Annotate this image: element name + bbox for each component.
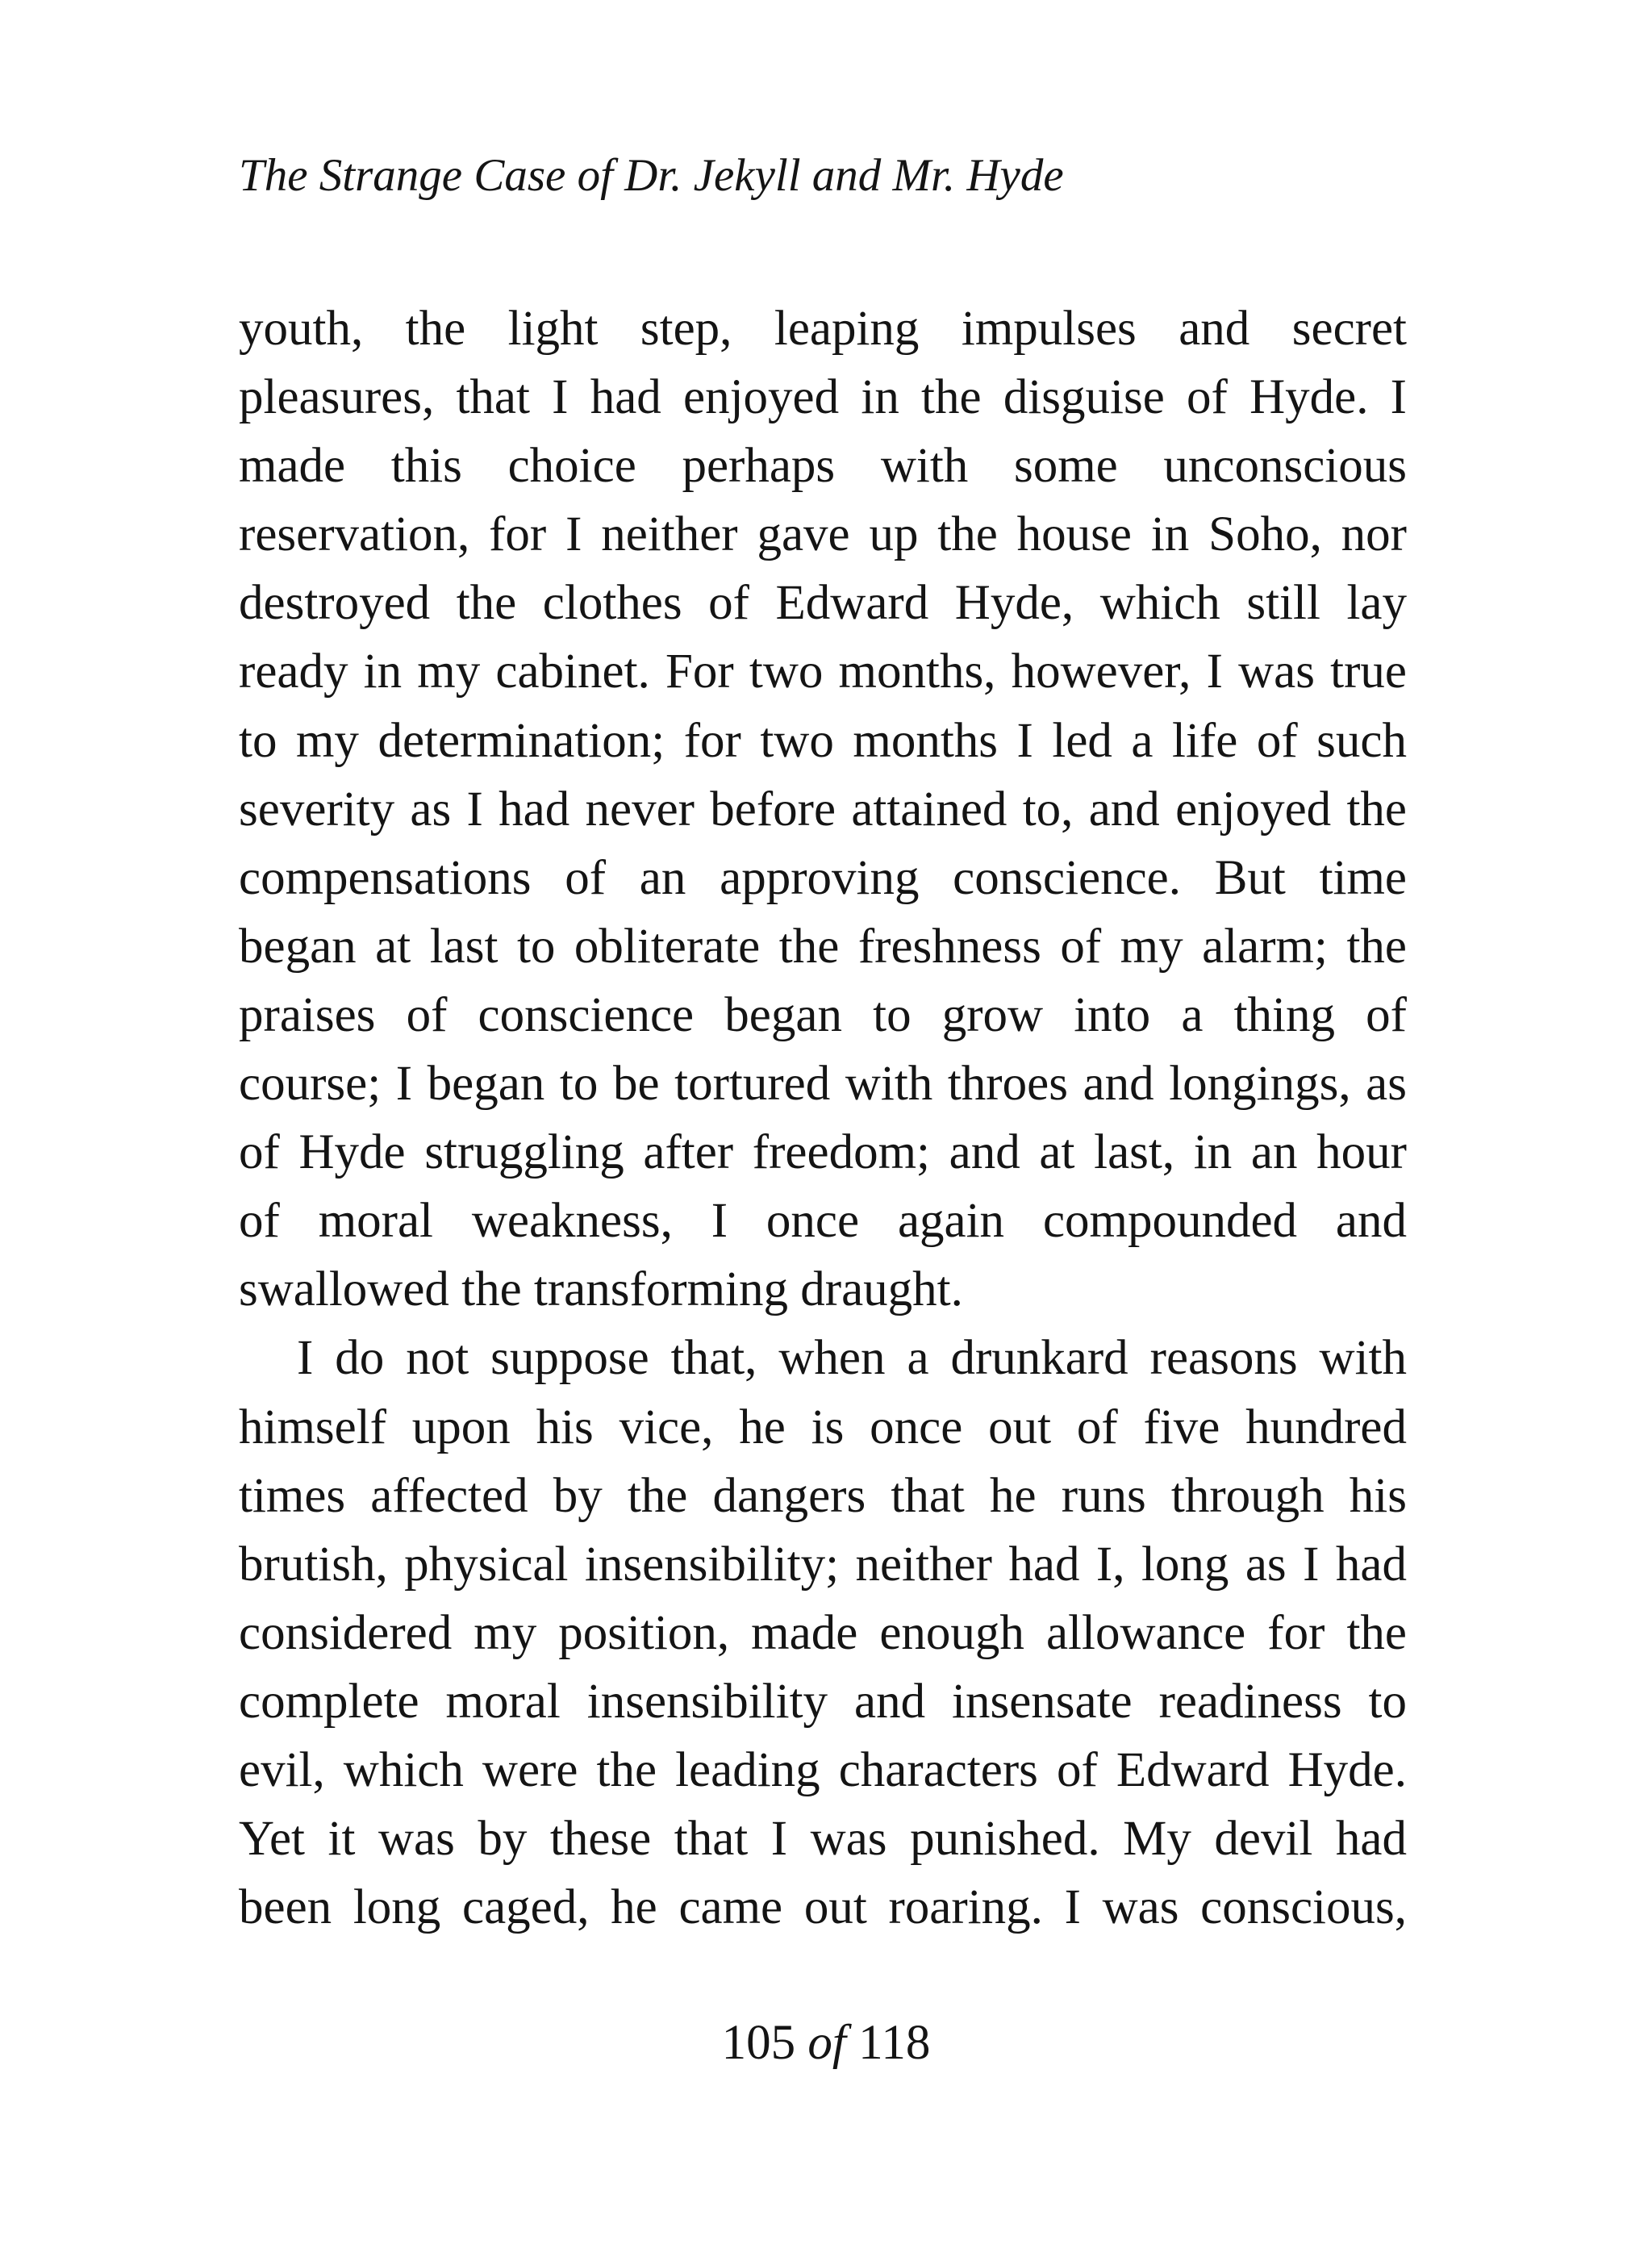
total-pages-number: 118 (858, 2016, 931, 2070)
text-line: began at last to obliterate the freshness of my alarm; the (239, 919, 1407, 974)
text-line: severity as I had never before attained to, and enjoyed the (239, 782, 1407, 837)
page-number (0, 2011, 1652, 2076)
text-line: Yet it was by these that I was punished. My devil had (239, 1812, 1407, 1867)
text-line: evil, which were the leading characters of Edward Hyde. (239, 1742, 1407, 1797)
text-line: pleasures, that I had enjoyed in the disguise of Hyde. I (239, 370, 1407, 425)
text-line: made this choice perhaps with some unconscious (239, 439, 1407, 494)
text-line: complete moral insensibility and insensate readiness to (239, 1674, 1407, 1729)
text-line: ready in my cabinet. For two months, however, I was true (239, 645, 1407, 699)
paragraph-first-line: I do not suppose that, when a drunkard reasons with (297, 1331, 1407, 1386)
text-line: to my determination; for two months I led a life of such (239, 713, 1407, 768)
page-body (239, 294, 1407, 1942)
text-line: brutish, physical insensibility; neither had I, long as I had (239, 1537, 1407, 1592)
text-line: praises of conscience began to grow into a thing of (239, 987, 1407, 1042)
paragraph-last-line: swallowed the transforming draught. (239, 1262, 963, 1317)
text-line: of Hyde struggling after freedom; and at last, in an hour (239, 1125, 1407, 1180)
text-line: himself upon his vice, he is once out of five hundred (239, 1400, 1407, 1454)
text-line: of moral weakness, I once again compounded and (239, 1194, 1407, 1249)
text-line: reservation, for I neither gave up the house in Soho, nor (239, 507, 1407, 562)
text-line: compensations of an approving conscience. But time (239, 850, 1407, 905)
text-line: youth, the light step, leaping impulses and secret (239, 302, 1407, 356)
running-header-title: The Strange Case of Dr. Jekyll and Mr. Hyde (239, 150, 1064, 201)
text-line: been long caged, he came out roaring. I was conscious, (239, 1880, 1407, 1935)
text-line: times affected by the dangers that he runs through his (239, 1468, 1407, 1523)
page-number-of-label: of (807, 2016, 846, 2070)
text-line: destroyed the clothes of Edward Hyde, which still lay (239, 576, 1407, 631)
text-line: course; I began to be tortured with throes and longings, as (239, 1057, 1407, 1112)
text-line: considered my position, made enough allowance for the (239, 1605, 1407, 1660)
current-page-number: 105 (721, 2016, 796, 2070)
